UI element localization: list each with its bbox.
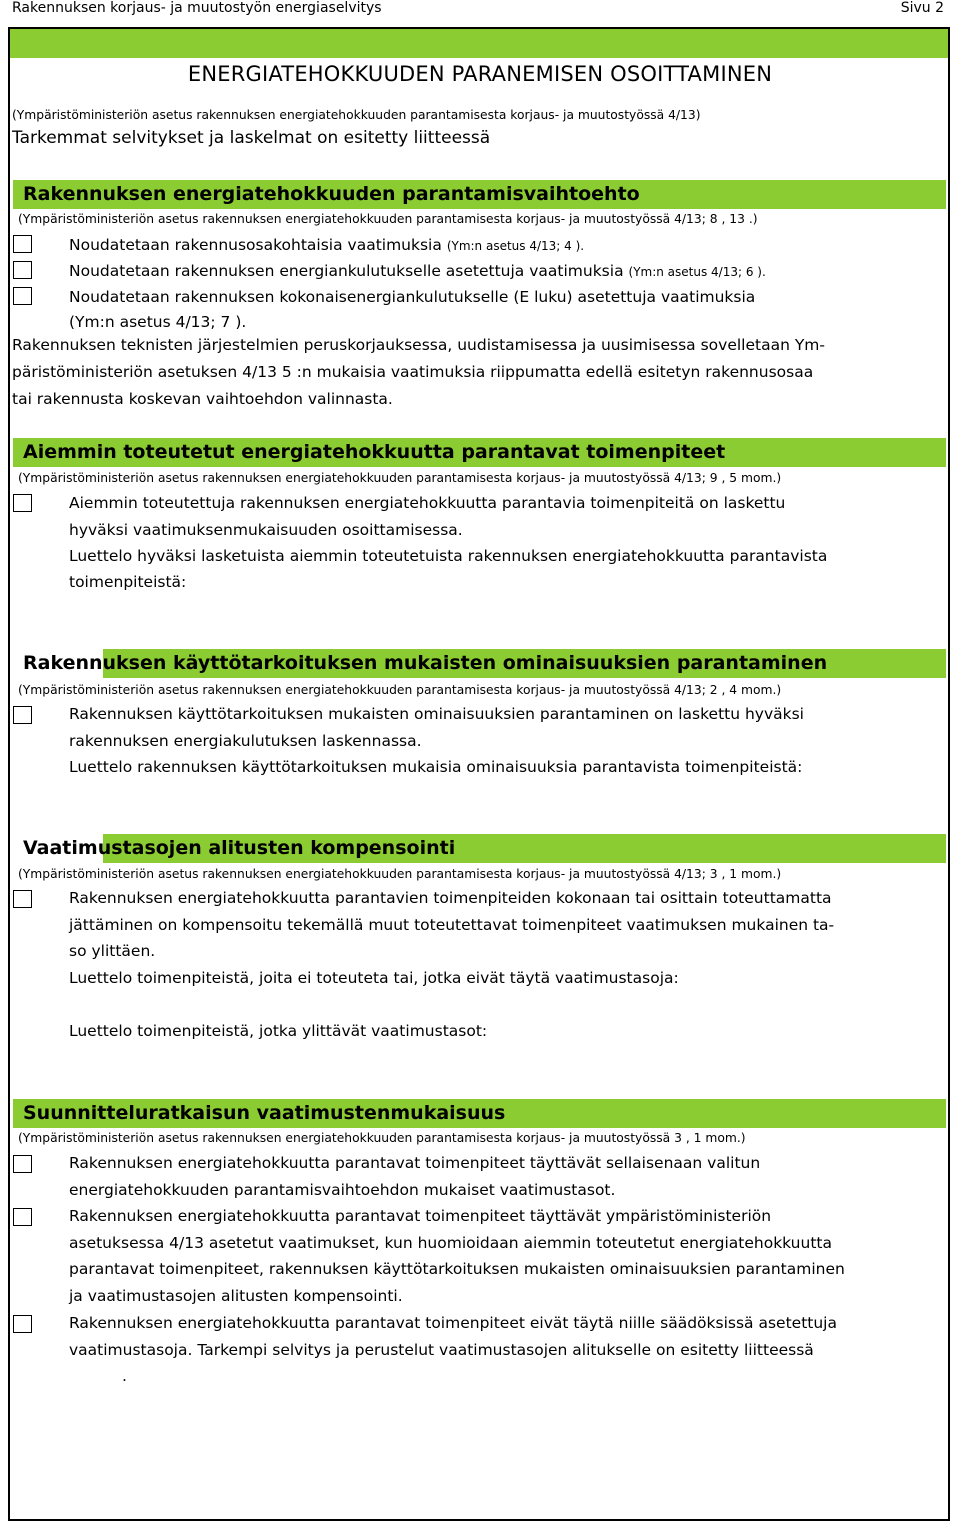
- option-line: asetuksessa 4/13 asetetut vaatimukset, kun huomioidaan aiemmin toteutetut energiatehokkuutta: [69, 1234, 832, 1252]
- checkbox-non-compliance[interactable]: [13, 1315, 32, 1333]
- section-regulation: (Ympäristöministeriön asetus rakennuksen energiatehokkuuden parantamisesta korjaus- ja muutostyössä 4/13; 2 , 4 mom.): [18, 683, 782, 697]
- option-line: .: [122, 1367, 127, 1385]
- paragraph-line: päristöministeriön asetuksen 4/13 5 :n mukaisia vaatimuksia riippumatta edellä esitetyn rakennusosaa: [12, 363, 814, 381]
- checkbox-use-properties[interactable]: [13, 706, 32, 724]
- section-heading-bar-improvement-option: [13, 180, 946, 209]
- section-heading-bar-design-compliance: [13, 1099, 946, 1128]
- list-prompt: toimenpiteistä:: [69, 573, 187, 591]
- section-heading-bar-compensation: [13, 834, 946, 863]
- option-line: rakennuksen energiakulutuksen laskennassa.: [69, 732, 422, 750]
- checkbox-previous-measures[interactable]: [13, 494, 32, 512]
- paragraph-line: tai rakennusta koskevan vaihtoehdon valinnasta.: [12, 390, 393, 408]
- option-total-energy-ref: (Ym:n asetus 4/13; 7 ).: [69, 313, 247, 331]
- option-line: energiatehokkuuden parantamisvaihtoehdon mukaiset vaatimustasot.: [69, 1181, 616, 1199]
- option-line: so ylittäen.: [69, 942, 156, 960]
- section-heading-improvement-option: Rakennuksen energiatehokkuuden parantamisvaihtoehto: [23, 183, 640, 205]
- option-line: Aiemmin toteutettuja rakennuksen energiatehokkuutta parantavia toimenpiteitä on laskettu: [69, 494, 786, 512]
- option-line: vaatimustasoja. Tarkempi selvitys ja perustelut vaatimustasojen alitukselle on esitetty liitteessä: [69, 1341, 814, 1359]
- option-line: jättäminen on kompensoitu tekemällä muut toteutettavat toimenpiteet vaatimuksen mukainen ta-: [69, 916, 835, 934]
- list-prompt: Luettelo toimenpiteistä, jotka ylittävät vaatimustasot:: [69, 1022, 488, 1040]
- option-line: hyväksi vaatimuksenmukaisuuden osoittamisessa.: [69, 521, 463, 539]
- page-number: Sivu 2: [900, 0, 944, 16]
- section-regulation: (Ympäristöministeriön asetus rakennuksen energiatehokkuuden parantamisesta korjaus- ja muutostyössä 4/13; 9 , 5 mom.): [18, 471, 782, 485]
- section-heading-bar-use-properties: [13, 649, 946, 678]
- intro-note: Tarkemmat selvitykset ja laskelmat on esitetty liitteessä: [12, 128, 491, 148]
- document-header-title: Rakennuksen korjaus- ja muutostyön energiaselvitys: [12, 0, 382, 16]
- checkbox-energy-consumption-requirements[interactable]: [13, 261, 32, 279]
- option-line: Rakennuksen energiatehokkuutta parantavat toimenpiteet eivät täytä niille säädöksissä asetettuja: [69, 1314, 837, 1332]
- option-line: ja vaatimustasojen alitusten kompensointi.: [69, 1287, 403, 1305]
- checkbox-compliance-as-is[interactable]: [13, 1155, 32, 1173]
- list-prompt: Luettelo hyväksi lasketuista aiemmin toteutetuista rakennuksen energiatehokkuutta parantavista: [69, 547, 828, 565]
- checkbox-component-requirements[interactable]: [13, 235, 32, 253]
- intro-regulation: (Ympäristöministeriön asetus rakennuksen energiatehokkuuden parantamisesta korjaus- ja muutostyössä 4/13): [12, 108, 701, 122]
- checkbox-total-energy-requirements[interactable]: [13, 287, 32, 305]
- list-prompt: Luettelo rakennuksen käyttötarkoituksen mukaisia ominaisuuksia parantavista toimenpiteistä:: [69, 758, 803, 776]
- option-line: Rakennuksen energiatehokkuutta parantavat toimenpiteet täyttävät ympäristöministeriön: [69, 1207, 772, 1225]
- list-prompt: Luettelo toimenpiteistä, joita ei toteuteta tai, jotka eivät täytä vaatimustasoja:: [69, 969, 679, 987]
- paragraph-line: Rakennuksen teknisten järjestelmien peruskorjauksessa, uudistamisessa ja uusimisessa sovelletaan Ym-: [12, 336, 826, 354]
- option-line: Rakennuksen energiatehokkuutta parantavien toimenpiteiden kokonaan tai osittain toteuttamatta: [69, 889, 832, 907]
- section-heading-bar-previous-measures: [13, 438, 946, 467]
- checkbox-compliance-with-measures[interactable]: [13, 1208, 32, 1226]
- section-regulation: (Ympäristöministeriön asetus rakennuksen energiatehokkuuden parantamisesta korjaus- ja muutostyössä 3 , 1 mom.): [18, 1131, 746, 1145]
- option-component-requirements: Noudatetaan rakennusosakohtaisia vaatimuksia (Ym:n asetus 4/13; 4 ).: [69, 236, 585, 254]
- section-heading-design-compliance: Suunnitteluratkaisun vaatimustenmukaisuus: [23, 1102, 506, 1124]
- section-regulation: (Ympäristöministeriön asetus rakennuksen energiatehokkuuden parantamisesta korjaus- ja muutostyössä 4/13; 8 , 13 .): [18, 212, 758, 226]
- top-green-bar: [10, 29, 948, 58]
- option-total-energy-requirements: Noudatetaan rakennuksen kokonaisenergiankulutukselle (E luku) asetettuja vaatimuksia: [69, 288, 756, 306]
- option-line: Rakennuksen energiatehokkuutta parantavat toimenpiteet täyttävät sellaisenaan valitun: [69, 1154, 761, 1172]
- section-heading-compensation: Vaatimustasojen alitusten kompensointi: [23, 837, 456, 859]
- checkbox-compensation[interactable]: [13, 890, 32, 908]
- option-line: parantavat toimenpiteet, rakennuksen käyttötarkoituksen mukaisten ominaisuuksien parantaminen: [69, 1260, 845, 1278]
- option-energy-consumption-requirements: Noudatetaan rakennuksen energiankulutukselle asetettuja vaatimuksia (Ym:n asetus 4/13; 6 ).: [69, 262, 766, 280]
- option-line: Rakennuksen käyttötarkoituksen mukaisten ominaisuuksien parantaminen on laskettu hyväksi: [69, 705, 804, 723]
- section-regulation: (Ympäristöministeriön asetus rakennuksen energiatehokkuuden parantamisesta korjaus- ja muutostyössä 4/13; 3 , 1 mom.): [18, 867, 782, 881]
- main-title: ENERGIATEHOKKUUDEN PARANEMISEN OSOITTAMINEN: [187, 62, 773, 86]
- section-heading-use-properties: Rakennuksen käyttötarkoituksen mukaisten ominaisuuksien parantaminen: [23, 652, 828, 674]
- section-heading-previous-measures: Aiemmin toteutetut energiatehokkuutta parantavat toimenpiteet: [23, 441, 726, 463]
